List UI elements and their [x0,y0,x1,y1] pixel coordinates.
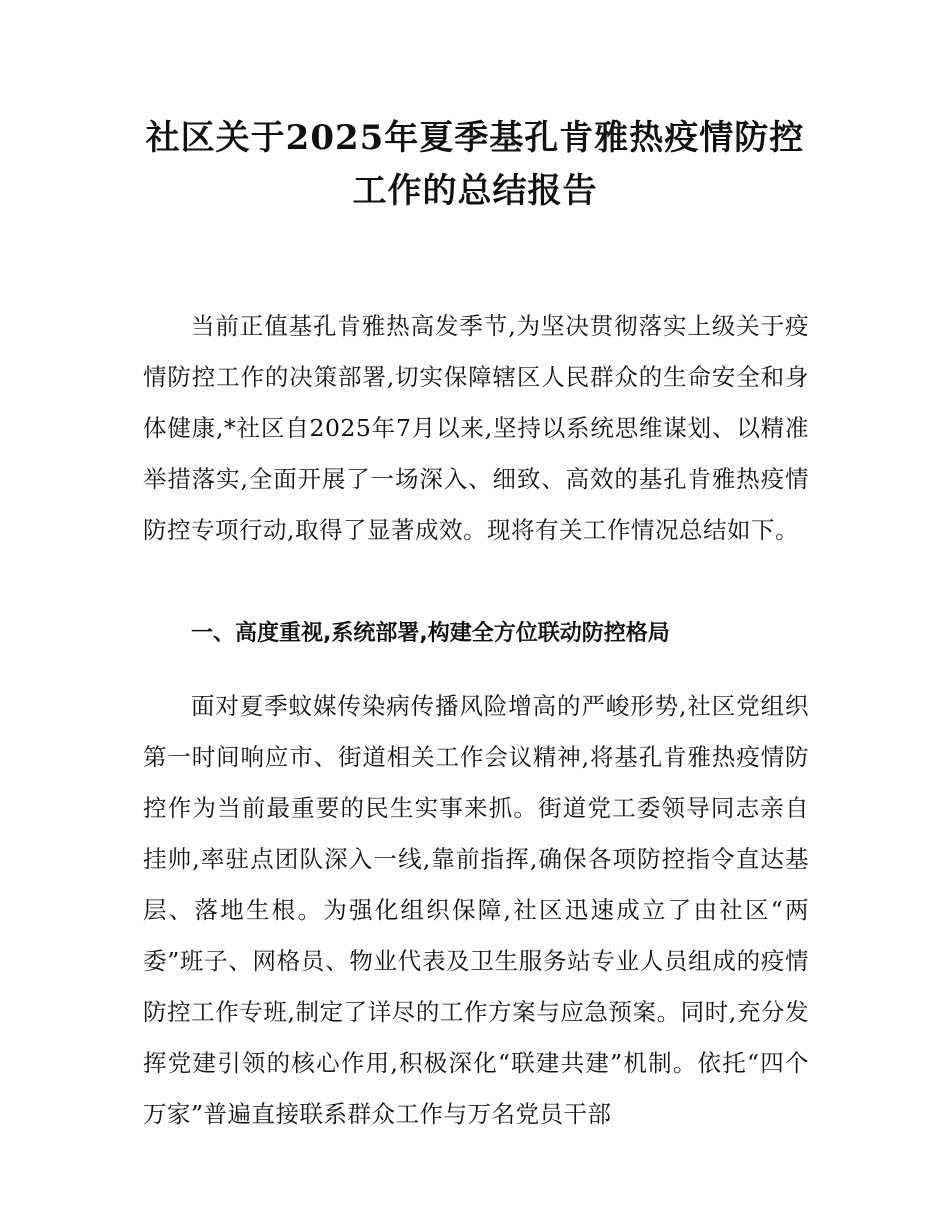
intro-paragraph: 当前正值基孔肯雅热高发季节,为坚决贯彻落实上级关于疫情防控工作的决策部署,切实保障辖区人民群众的生命安全和身体健康,*社区自2025年7月以来,坚持以系统思维谋划、以精准举措落实,全面开展了一场深入、细致、高效的基孔肯雅热疫情防控专项行动,取得了显著成效。现将有关工作情况总结如下。 [143,312,809,544]
section-1-paragraph: 面对夏季蚊媒传染病传播风险增高的严峻形势,社区党组织第一时间响应市、街道相关工作会议精神,将基孔肯雅热疫情防控作为当前最重要的民生实事来抓。街道党工委领导同志亲自挂帅,率驻点团队深入一线,靠前指挥,确保各项防控指令直达基层、落地生根。为强化组织保障,社区迅速成立了由社区“两委”班子、网格员、物业代表及卫生服务站专业人员组成的疫情防控工作专班,制定了详尽的工作方案与应急预案。同时,充分发挥党建引领的核心作用,积极深化“联建共建”机制。依托“四个万家”普遍直接联系群众工作与万名党员干部 [143,692,809,1128]
section-heading-1: 一、高度重视,系统部署,构建全方位联动防控格局 [191,621,670,646]
document-title: 社区关于2025年夏季基孔肯雅热疫情防控工作的总结报告 [145,118,805,211]
